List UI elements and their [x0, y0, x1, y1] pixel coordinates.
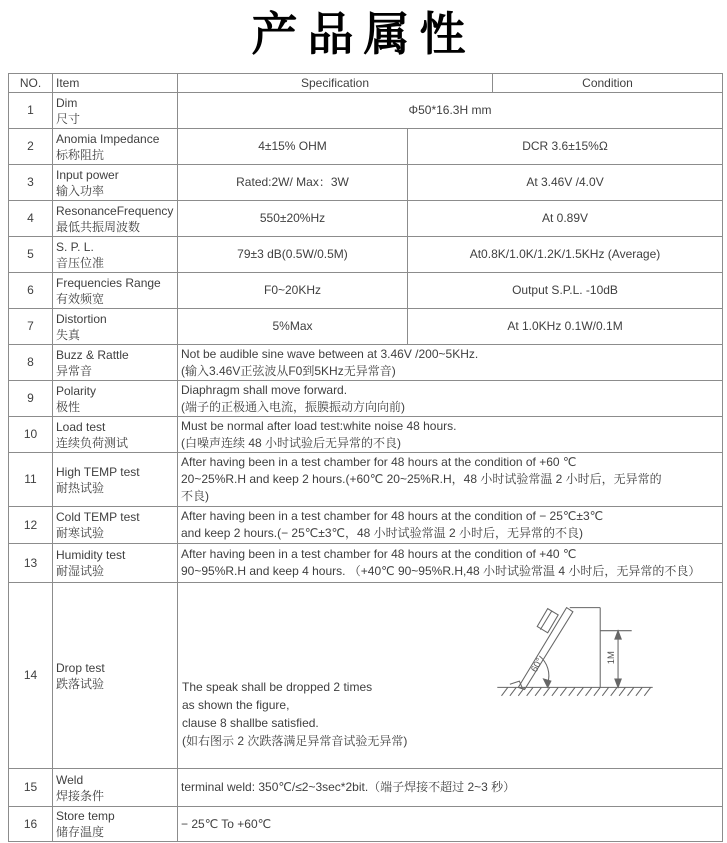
cell-item [53, 453, 178, 507]
cell-specification [178, 544, 723, 583]
cell-row-number: 9 [9, 381, 53, 417]
table-row [9, 201, 723, 237]
cell-row-number: 2 [9, 129, 53, 165]
item-name-cn: 连续负荷测试 [56, 435, 129, 450]
cell-text-line: 4±15% OHM [258, 139, 327, 153]
cell-text-line: 20~25%R.H and keep 2 hours.(+60℃ 20~25%R.H，48 小时试验常温 2 小时后，无异常的 [181, 472, 662, 486]
cell-text-line: as shown the figure, [182, 698, 290, 712]
item-name-cn: 尺寸 [56, 111, 81, 126]
table-row [9, 165, 723, 201]
cell-specification [178, 507, 723, 544]
height-label: 1M [605, 651, 617, 665]
cell-text-line: and keep 2 hours.(− 25℃±3℃，48 小时试验常温 2 小时后，无异常的不良) [181, 526, 583, 540]
cell-specification [178, 807, 723, 842]
cell-specification [178, 201, 408, 237]
cell-row-number: 8 [9, 345, 53, 381]
cell-text-line: F0~20KHz [263, 283, 322, 297]
item-name-cn: 耐寒试验 [56, 526, 105, 540]
table-header-row [9, 74, 723, 93]
table-row [9, 507, 723, 544]
header-no: NO. [9, 74, 53, 93]
cell-text-line: Not be audible sine wave between at 3.46V /200~5KHz. [181, 346, 479, 361]
cell-row-number: 13 [9, 544, 53, 583]
item-name-cn: 最低共振周波数 [56, 219, 141, 234]
item-name-cn: 音压位准 [56, 255, 105, 270]
header-condition: Condition [493, 74, 723, 93]
item-name-en: Load test [56, 419, 106, 434]
cell-specification [178, 769, 723, 807]
cell-item [53, 345, 178, 381]
ground-hatching [502, 687, 651, 695]
item-name-en: Dim [56, 95, 78, 110]
cell-item [53, 93, 178, 129]
item-name-cn: 输入功率 [56, 183, 105, 198]
cell-row-number: 14 [9, 583, 53, 769]
cell-row-number: 6 [9, 273, 53, 309]
cell-item [53, 381, 178, 417]
cell-text-line: At 3.46V /4.0V [526, 175, 604, 189]
cell-text-line: − 25℃ To +60℃ [181, 816, 272, 831]
cell-item [53, 544, 178, 583]
cell-item [53, 273, 178, 309]
cell-text-line: 不良) [181, 489, 209, 503]
cell-text-line: Diaphragm shall move forward. [181, 382, 348, 397]
cell-row-number: 10 [9, 417, 53, 453]
cell-specification [178, 381, 723, 417]
item-name-en: Frequencies Range [56, 275, 161, 290]
cell-condition [408, 309, 723, 345]
table-row [9, 769, 723, 807]
angle-label: 60° [529, 656, 546, 675]
table-row [9, 807, 723, 842]
cell-row-number: 4 [9, 201, 53, 237]
cell-text-line: (如右图示 2 次跌落满足异常音试验无异常) [182, 734, 408, 748]
cell-text-line: Must be normal after load test:white noise 48 hours. [181, 418, 457, 433]
cell-specification [178, 273, 408, 309]
cell-text-line: (白噪声连续 48 小时试验后无异常的不良) [181, 435, 402, 450]
cell-specification [178, 453, 723, 507]
cell-item [53, 417, 178, 453]
cell-text-line: At 0.89V [541, 211, 589, 225]
item-name-cn: 极性 [56, 399, 81, 414]
table-row [9, 237, 723, 273]
cell-text-line: 90~95%R.H and keep 4 hours. （+40℃ 90~95%R.H,48 小时试验常温 4 小时后，无异常的不良） [181, 564, 701, 578]
cell-item [53, 165, 178, 201]
cell-text-line: terminal weld: 350℃/≤2~3sec*2bit.（端子焊接不超过 2~3 秒） [181, 780, 516, 794]
header-item: Item [53, 74, 178, 93]
page-title: 产品属性 [251, 7, 476, 61]
cell-condition [408, 165, 723, 201]
item-name-en: Input power [56, 167, 119, 182]
cell-text-line: The speak shall be dropped 2 times [182, 680, 373, 694]
item-name-en: ResonanceFrequency [56, 203, 174, 218]
drop-test-text [182, 678, 407, 750]
item-name-cn: 焊接条件 [56, 788, 105, 803]
table-row [9, 273, 723, 309]
item-name-en: Distortion [56, 311, 107, 326]
item-name-en: Polarity [56, 383, 97, 398]
cell-specification [178, 237, 408, 273]
cell-text-line: DCR 3.6±15%Ω [522, 139, 608, 153]
cell-text-line: clause 8 shallbe satisfied. [182, 716, 319, 730]
cell-text-line: 5%Max [272, 319, 313, 333]
cell-row-number: 12 [9, 507, 53, 544]
cell-condition [408, 273, 723, 309]
cell-row-number: 11 [9, 453, 53, 507]
item-name-en: Store temp [56, 809, 115, 823]
cell-text-line: Rated:2W/ Max：3W [236, 175, 349, 189]
table-row [9, 93, 723, 129]
cell-condition [408, 237, 723, 273]
cell-row-number: 15 [9, 769, 53, 807]
cell-item [53, 237, 178, 273]
table-body [9, 93, 723, 842]
item-name-cn: 耐热试验 [56, 480, 105, 495]
item-name-en: High TEMP test [56, 464, 140, 479]
cell-text-line: (输入3.46V正弦波从F0到5KHz无异常音) [181, 363, 396, 378]
cell-row-number: 1 [9, 93, 53, 129]
item-name-en: Buzz & Rattle [56, 347, 129, 362]
cell-text-line: 550±20%Hz [259, 211, 326, 225]
item-name-cn: 有效频宽 [56, 291, 105, 306]
table-row [9, 583, 723, 769]
item-name-en: S. P. L. [56, 239, 94, 254]
spec-table [8, 73, 723, 842]
cell-item [53, 769, 178, 807]
cell-item [53, 807, 178, 842]
cell-item [53, 129, 178, 165]
cell-row-number: 7 [9, 309, 53, 345]
cell-specification [178, 417, 723, 453]
item-name-cn: 失真 [56, 327, 81, 342]
cell-item [53, 309, 178, 345]
item-name-cn: 异常音 [56, 363, 93, 378]
item-name-cn: 耐湿试验 [56, 564, 105, 578]
table-row [9, 345, 723, 381]
cell-row-number: 5 [9, 237, 53, 273]
cell-row-number: 3 [9, 165, 53, 201]
cell-specification [178, 93, 723, 129]
cell-text-line: After having been in a test chamber for 48 hours at the condition of +40 ℃ [181, 547, 577, 561]
cell-condition [408, 201, 723, 237]
table-row [9, 309, 723, 345]
tilted-board [518, 608, 573, 690]
item-name-cn: 标称阻抗 [56, 147, 105, 162]
item-name-en: Anomia Impedance [56, 131, 160, 146]
cell-item [53, 507, 178, 544]
cell-text-line: 79±3 dB(0.5W/0.5M) [237, 247, 348, 261]
cell-condition [408, 129, 723, 165]
table-row [9, 453, 723, 507]
cell-specification [178, 345, 723, 381]
table-row [9, 417, 723, 453]
cell-text-line: At 1.0KHz 0.1W/0.1M [507, 319, 623, 333]
drop-test-figure [490, 595, 660, 700]
cell-text-line: Φ50*16.3H mm [408, 103, 492, 117]
item-name-cn: 储存温度 [56, 825, 105, 839]
cell-specification [178, 165, 408, 201]
cell-item [53, 201, 178, 237]
item-name-en: Drop test [56, 660, 105, 675]
table-row [9, 381, 723, 417]
cell-specification [178, 583, 723, 769]
cell-text-line: At0.8K/1.0K/1.2K/1.5KHz (Average) [469, 247, 661, 261]
item-name-en: Humidity test [56, 548, 126, 562]
table-row [9, 544, 723, 583]
cell-text-line: (端子的正极通入电流，振膜振动方向向前) [181, 399, 405, 414]
cell-text-line: Output S.P.L. -10dB [512, 283, 618, 297]
cell-specification [178, 129, 408, 165]
cell-text-line: After having been in a test chamber for 48 hours at the condition of +60 ℃ [181, 455, 577, 469]
header-specification: Specification [178, 74, 493, 93]
table-row [9, 129, 723, 165]
cell-text-line: After having been in a test chamber for 48 hours at the condition of − 25℃±3℃ [181, 509, 604, 523]
item-name-en: Weld [56, 772, 84, 787]
item-name-en: Cold TEMP test [56, 510, 140, 524]
cell-item [53, 583, 178, 769]
cell-specification [178, 309, 408, 345]
cell-row-number: 16 [9, 807, 53, 842]
item-name-cn: 跌落试验 [56, 676, 105, 691]
